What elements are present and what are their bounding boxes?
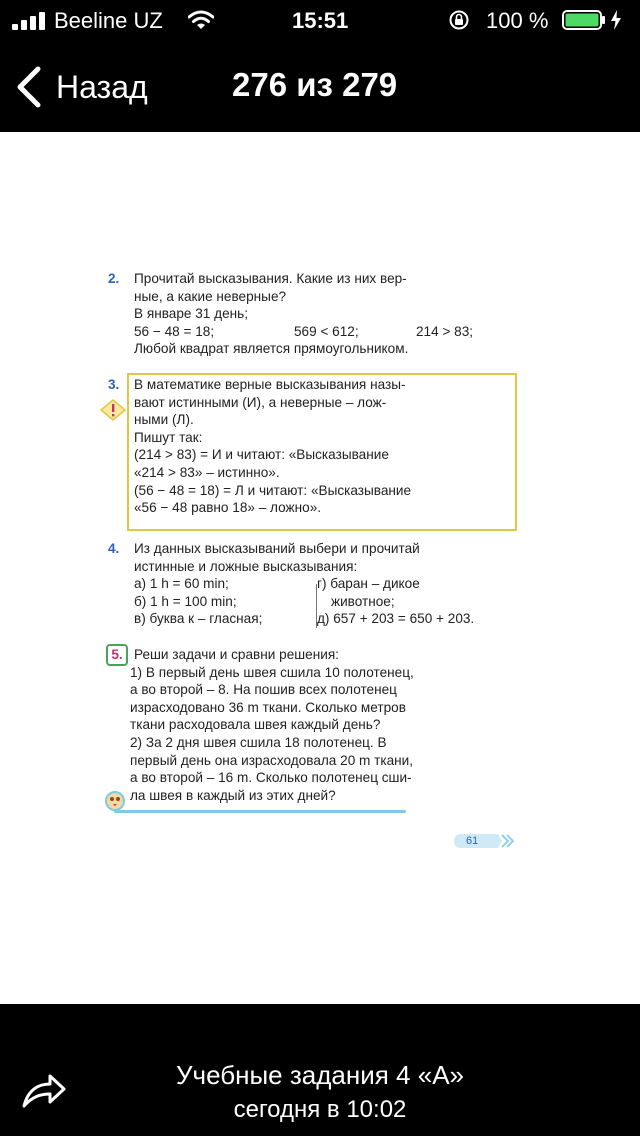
math-expression: 56 − 48 = 18;: [134, 323, 215, 339]
battery-icon: [562, 10, 606, 30]
task-line: вают истинными (И), а неверные – лож-: [134, 394, 387, 410]
charging-bolt-icon: [610, 10, 622, 30]
rotation-lock-icon: [448, 9, 470, 31]
task-line: 2) За 2 дня швея сшила 18 полотенец. В: [130, 734, 387, 750]
document-timestamp: сегодня в 10:02: [233, 1096, 407, 1123]
page-number-arrow: [452, 833, 514, 849]
task-line: (56 − 48 = 18) = Л и читают: «Высказывание: [134, 482, 412, 498]
task-line: ла швея в каждый из этих дней?: [130, 787, 336, 803]
task-2: [100, 270, 520, 358]
document-title: Учебные задания 4 «А»: [176, 1060, 464, 1090]
option-item: животное;: [331, 593, 395, 609]
task-line: израсходовано 36 m ткани. Сколько метров: [130, 699, 406, 715]
status-time: 15:51: [292, 8, 349, 33]
option-row: [100, 575, 520, 593]
task-line: 1) В первый день швея сшила 10 полотенец,: [130, 664, 414, 680]
task-line: Пишут так:: [134, 429, 203, 445]
task-line: Из данных высказываний выбери и прочитай: [134, 541, 420, 556]
page-number: 61: [466, 835, 479, 847]
page-number-badge: [452, 833, 514, 849]
option-item: б) 1 h = 100 min;: [134, 593, 237, 609]
task-number: 3.: [108, 377, 120, 392]
task-number: 5.: [106, 644, 128, 666]
battery-percent: 100 %: [486, 8, 549, 33]
task-underline-divider: [114, 810, 406, 813]
bottom-bar: [0, 1004, 640, 1136]
option-item: а) 1 h = 60 min;: [134, 576, 229, 592]
math-expression: 214 > 83;: [416, 323, 474, 339]
task-line: ные, а какие неверные?: [134, 288, 287, 304]
task-line: ткани расходовала швея каждый день?: [130, 717, 381, 733]
page-counter-title: 276 из 279: [232, 66, 398, 103]
task-line: Прочитай высказывания. Какие из них вер-: [134, 271, 407, 286]
back-button-label: Назад: [56, 68, 148, 105]
task-line: а во второй – 8. На пошив всех полотенец: [130, 682, 397, 698]
task-line: Любой квадрат является прямоугольником.: [134, 341, 409, 357]
document-viewer[interactable]: [0, 132, 640, 1004]
task-line: «56 − 48 равно 18» – ложно».: [134, 500, 322, 516]
task-number: 4.: [108, 541, 120, 556]
option-item: д) 657 + 203 = 650 + 203.: [317, 611, 475, 627]
task-number: 2.: [108, 271, 120, 286]
task-3: [100, 376, 520, 517]
option-item: г) баран – дикое: [317, 576, 420, 592]
back-button[interactable]: [14, 62, 148, 112]
chevron-left-icon: [14, 65, 42, 109]
option-row: [100, 593, 520, 611]
task-4: [100, 540, 520, 628]
task-line: а во второй – 16 m. Сколько полотенец сши-: [130, 770, 412, 786]
option-row: [100, 610, 520, 628]
task-5: [100, 646, 520, 804]
task-line: первый день она израсходовала 20 m ткани,: [130, 752, 414, 768]
owl-icon: [102, 790, 128, 812]
textbook-page: [100, 270, 520, 860]
task-line: В январе 31 день;: [134, 306, 248, 322]
task-line: истинные и ложные высказывания:: [134, 558, 358, 574]
math-expression: 569 < 612;: [294, 323, 359, 339]
task-line: В математике верные высказывания назы-: [134, 377, 406, 392]
cellular-signal-icon: [12, 12, 48, 30]
task-math-row: [100, 323, 520, 341]
task-line: «214 > 83» – истинно».: [134, 464, 280, 480]
status-bar: [0, 0, 640, 44]
column-divider: [316, 584, 317, 628]
task-line: (214 > 83) = И и читают: «Высказывание: [134, 447, 389, 463]
task-line: ными (Л).: [134, 412, 194, 428]
carrier-name: Beeline UZ: [54, 8, 163, 33]
wifi-icon: [188, 10, 214, 30]
task-line: Реши задачи и сравни решения:: [134, 647, 339, 662]
option-item: в) буква к – гласная;: [134, 611, 263, 627]
navigation-bar: [0, 44, 640, 132]
